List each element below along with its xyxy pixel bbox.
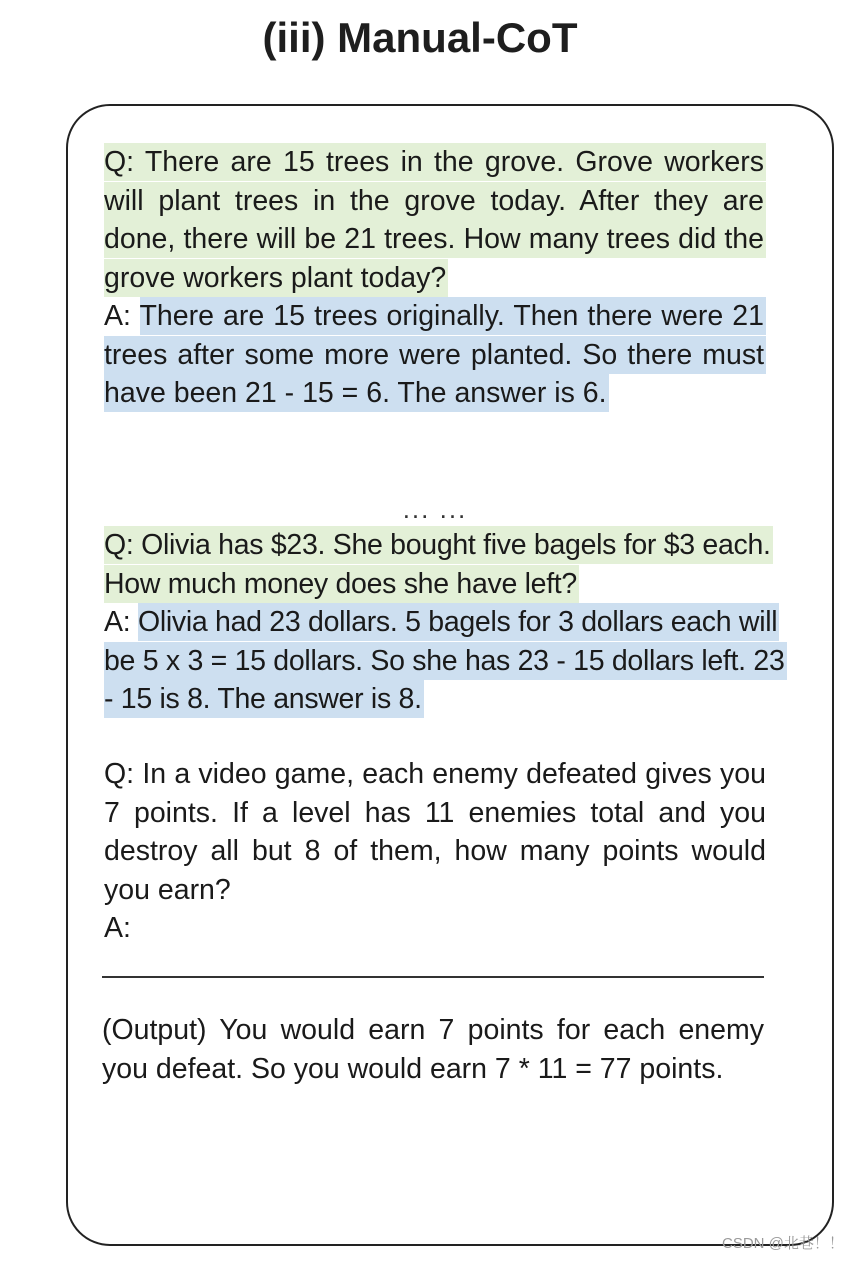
example-1 [104,143,766,413]
test-answer-prefix: A: [104,912,131,944]
ellipsis: ... ... [402,494,468,524]
example-2-answer: Olivia had 23 dollars. 5 bagels for 3 dollars each will be 5 x 3 = 15 dollars. So she has 23 - 15 dollars left. 23 - 15 is 8. The answer is 8. [104,603,787,718]
watermark: CSDN @北巷！！ [722,1235,844,1252]
example-1-answer-prefix: A: [104,300,140,332]
example-2 [104,526,794,719]
model-output: (Output) You would earn 7 points for each enemy you defeat. So you would earn 7 * 11 = 77 points. [102,1014,764,1085]
figure-title: (iii) Manual-CoT [262,14,578,61]
test-question-block [104,755,766,948]
example-2-answer-prefix: A: [104,606,138,638]
example-2-question: Q: Olivia has $23. She bought five bagels for $3 each. How much money does she have left? [104,526,773,603]
test-question: Q: In a video game, each enemy defeated gives you 7 points. If a level has 11 enemies total and you destroy all but 8 of them, how many points would you earn? [104,758,766,906]
example-1-question: Q: There are 15 trees in the grove. Grove workers will plant trees in the grove today. After they are done, there will be 21 trees. How many trees did the grove workers plant today? [104,143,766,297]
example-1-answer: There are 15 trees originally. Then there were 21 trees after some more were planted. So there must have been 21 - 15 = 6. The answer is 6. [104,297,766,412]
divider [102,976,764,978]
